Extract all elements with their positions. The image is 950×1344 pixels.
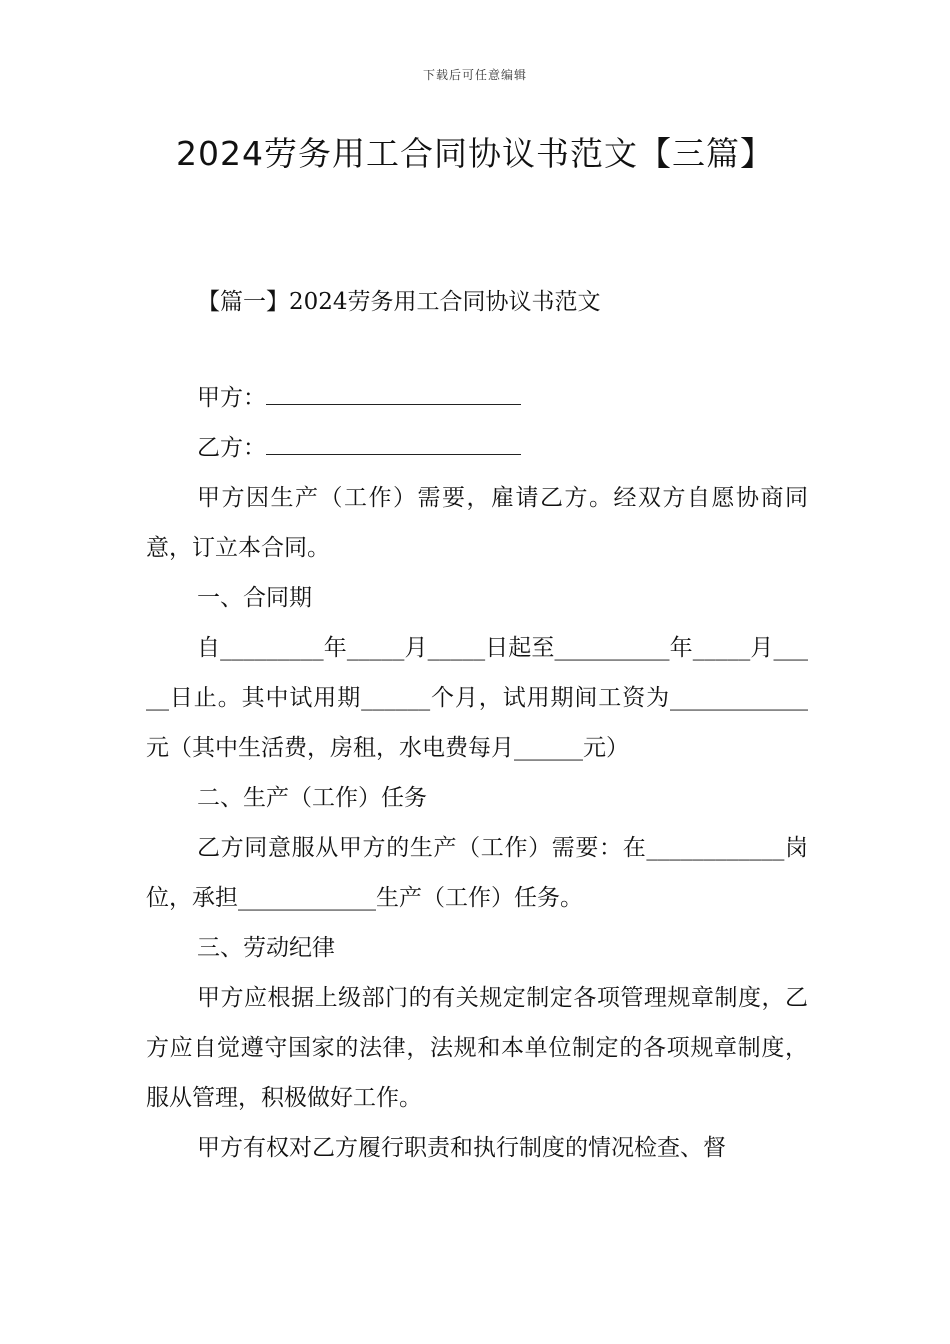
party-b-line xyxy=(146,423,808,473)
party-a-line xyxy=(146,373,808,423)
paragraph-discipline-1: 甲方应根据上级部门的有关规定制定各项管理规章制度，乙方应自觉遵守国家的法律，法规和本单位制定的各项规章制度，服从管理，积极做好工作。 xyxy=(146,985,808,1111)
party-a-blank xyxy=(266,382,521,405)
page-header-note: 下载后可任意编辑 xyxy=(422,68,527,82)
document-body xyxy=(146,373,808,1173)
clause-heading-term: 一、合同期 xyxy=(197,585,312,611)
paragraph-discipline-2: 甲方有权对乙方履行职责和执行制度的情况检查、督 xyxy=(197,1135,726,1161)
party-b-label: 乙方： xyxy=(197,435,266,461)
document-title: 2024劳务用工合同协议书范文【三篇】 xyxy=(176,134,774,173)
party-a-label: 甲方： xyxy=(197,385,266,411)
clause-heading-task: 二、生产（工作）任务 xyxy=(197,785,427,811)
clause-heading-discipline: 三、劳动纪律 xyxy=(197,935,335,961)
paragraph-intro: 甲方因生产（工作）需要，雇请乙方。经双方自愿协商同意，订立本合同。 xyxy=(146,485,808,561)
section-heading: 【篇一】2024劳务用工合同协议书范文 xyxy=(197,289,601,315)
paragraph-term: 自_________年_____月_____日起至__________年_____月_____日止。其中试用期______个月，试用期间工资为____________元（其中生活费，房租，水电费每月______元） xyxy=(146,635,808,761)
party-b-blank xyxy=(266,432,521,455)
paragraph-task: 乙方同意服从甲方的生产（工作）需要：在____________岗位，承担____________生产（工作）任务。 xyxy=(146,835,808,911)
